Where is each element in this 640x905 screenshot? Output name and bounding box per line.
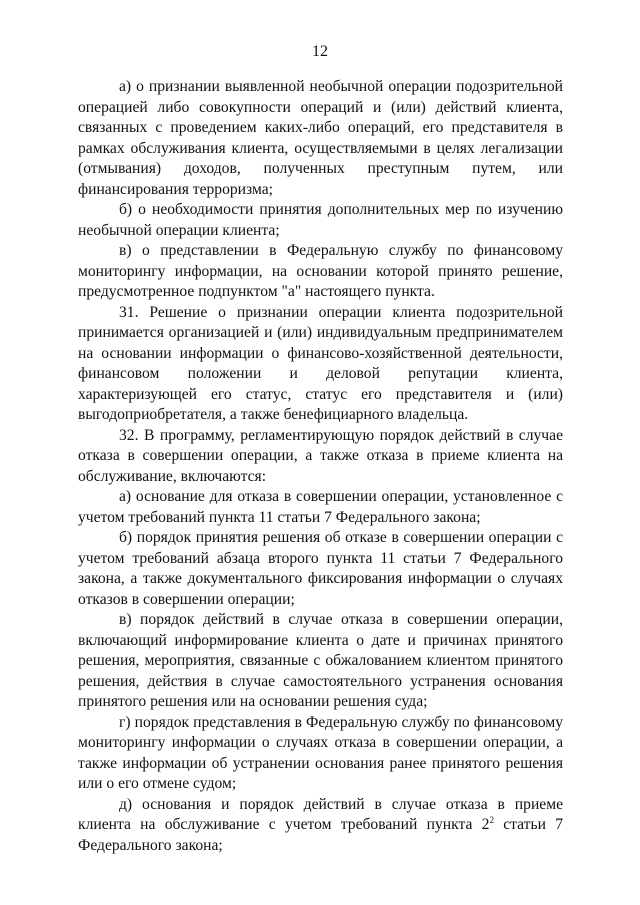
paragraph-32d-text-end: статьи 7 Федерального закона; bbox=[78, 816, 563, 854]
paragraph-32d-text: д) основания и порядок действий в случае отказа в приеме клиента на обслуживание с учетом требований пункта 2 bbox=[78, 795, 563, 833]
paragraph-32g: г) порядок представления в Федеральную службу по финансовому мониторингу информации о случаях отказа в совершении операции, а также информации об устранении основания ранее принятого решения или о его отмене судом; bbox=[78, 713, 563, 792]
paragraph-30b: б) о необходимости принятия дополнительных мер по изучению необычной операции клиента; bbox=[78, 201, 563, 239]
paragraph-32v: в) порядок действий в случае отказа в совершении операции, включающий информирование клиента о дате и причинах принятого решения, мероприятия, связанные с обжалованием клиентом принятого решения, действия в случае самостоятельного устранения основания принятого решения или на основании решения суда; bbox=[78, 611, 563, 710]
document-body bbox=[78, 77, 563, 856]
paragraph-32d bbox=[78, 795, 563, 857]
superscript-2: 2 bbox=[489, 815, 494, 825]
paragraph-30v: в) о представлении в Федеральную службу по финансовому мониторингу информации, на основании которой принято решение, предусмотренное подпунктом "а" настоящего пункта. bbox=[78, 242, 563, 300]
paragraph-32a: а) основание для отказа в совершении операции, установленное с учетом требований пункта 11 статьи 7 Федерального закона; bbox=[78, 488, 563, 526]
paragraph-30a: а) о признании выявленной необычной операции подозрительной операцией либо совокупности операций и (или) действий клиента, связанных с проведением каких-либо операций, его представителя в рамках обслуживания клиента, осуществляемыми в целях легализации (отмывания) доходов, полученных преступным путем, или финансирования терроризма; bbox=[78, 78, 563, 198]
page-number: 12 bbox=[312, 43, 328, 60]
paragraph-32b: б) порядок принятия решения об отказе в совершении операции с учетом требований абзаца второго пункта 11 статьи 7 Федерального закона, а также документального фиксирования информации о случаях отказов в совершении операции; bbox=[78, 529, 563, 608]
paragraph-31: 31. Решение о признании операции клиента подозрительной принимается организацией и (или) индивидуальным предпринимателем на основании информации о финансово-хозяйственной деятельности, финансовом положении и деловой репутации клиента, характеризующей его статус, статус его представителя и (или) выгодоприобретателя, а также бенефициарного владельца. bbox=[78, 303, 563, 423]
paragraph-32: 32. В программу, регламентирующую порядок действий в случае отказа в совершении операции, а также отказа в приеме клиента на обслуживание, включаются: bbox=[78, 426, 563, 485]
